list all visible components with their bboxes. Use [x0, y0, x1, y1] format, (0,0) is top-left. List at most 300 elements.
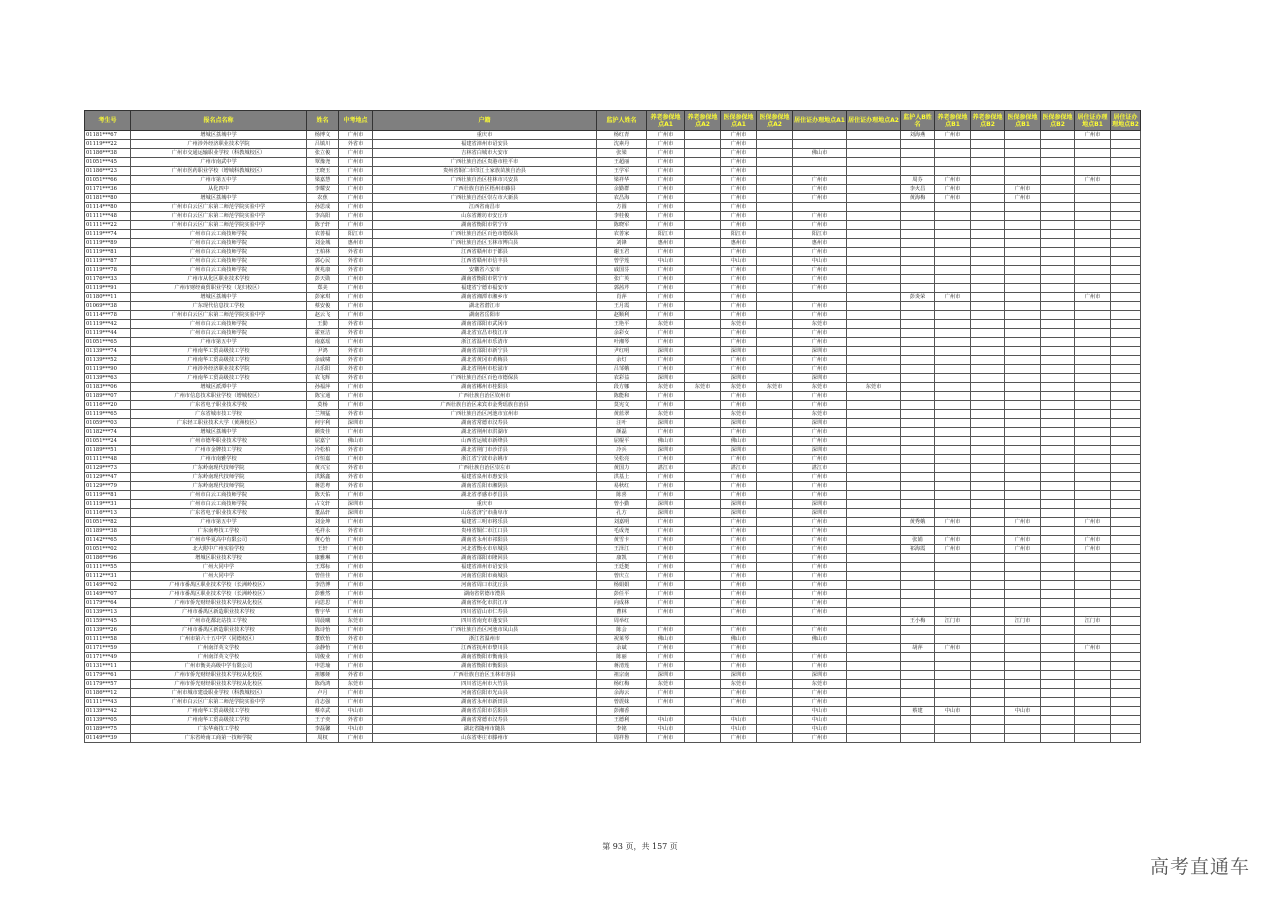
table-cell: 阳江市	[793, 230, 847, 239]
column-header: 医保参保地点B1	[1005, 111, 1041, 131]
table-cell: 广州市	[935, 536, 971, 545]
table-cell	[901, 635, 935, 644]
table-cell: 广州市	[793, 581, 847, 590]
table-cell: 广州市	[647, 563, 685, 572]
table-cell: 01189***51	[85, 446, 131, 455]
table-row	[85, 446, 1141, 455]
table-cell	[935, 464, 971, 473]
table-cell: 湖南省岳阳市	[373, 311, 597, 320]
table-cell: 广州市	[793, 689, 847, 698]
table-cell: 重庆市	[373, 500, 597, 509]
table-cell	[935, 554, 971, 563]
table-cell	[1041, 509, 1075, 518]
table-cell: 王廷挺	[597, 563, 647, 572]
table-row	[85, 689, 1141, 698]
table-cell: 安徽省六安市	[373, 266, 597, 275]
table-cell: 广州市	[721, 554, 757, 563]
table-cell	[847, 464, 901, 473]
table-row	[85, 545, 1141, 554]
table-row	[85, 230, 1141, 239]
table-cell	[1111, 698, 1141, 707]
table-cell	[685, 689, 721, 698]
table-row	[85, 356, 1141, 365]
table-cell	[685, 536, 721, 545]
table-cell	[935, 599, 971, 608]
table-cell: 广州市	[721, 527, 757, 536]
table-cell	[1005, 203, 1041, 212]
table-cell: 福建省三明市将乐县	[373, 518, 597, 527]
table-cell	[1111, 554, 1141, 563]
table-cell: 广州市	[647, 473, 685, 482]
table-cell: 外省市	[339, 635, 373, 644]
table-cell	[847, 446, 901, 455]
table-cell	[1041, 608, 1075, 617]
table-cell	[1005, 302, 1041, 311]
table-cell: 广东省电子职业技术学校	[131, 401, 307, 410]
table-cell	[757, 275, 793, 284]
table-cell: 广州市	[793, 176, 847, 185]
table-cell	[685, 680, 721, 689]
table-cell	[1111, 509, 1141, 518]
table-cell	[971, 338, 1005, 347]
table-cell: 广州市	[1005, 545, 1041, 554]
table-row	[85, 194, 1141, 203]
table-cell: 李铭	[597, 725, 647, 734]
table-cell	[1005, 725, 1041, 734]
table-cell: 农飞辉	[307, 374, 339, 383]
table-row	[85, 500, 1141, 509]
table-cell: 尹红明	[597, 347, 647, 356]
table-cell: 外省市	[339, 473, 373, 482]
table-cell: 冷松柏	[307, 446, 339, 455]
table-cell: 广州市	[793, 554, 847, 563]
table-cell	[1041, 599, 1075, 608]
table-cell: 东莞市	[647, 383, 685, 392]
table-cell: 01139***05	[85, 716, 131, 725]
table-cell	[1041, 500, 1075, 509]
table-cell: 增城区荔城中学	[131, 428, 307, 437]
table-cell	[901, 599, 935, 608]
table-cell: 01119***74	[85, 230, 131, 239]
table-cell: 广州市白云工商技师学院	[131, 230, 307, 239]
table-cell: 广州市	[793, 311, 847, 320]
table-cell: 广州市	[793, 428, 847, 437]
table-cell	[757, 329, 793, 338]
table-cell: 王晓玉	[307, 167, 339, 176]
table-cell: 陈能和	[597, 392, 647, 401]
table-cell	[847, 293, 901, 302]
table-cell: 广州市财经商贸职业学校（龙归校区）	[131, 284, 307, 293]
table-cell	[935, 446, 971, 455]
table-row	[85, 212, 1141, 221]
table-cell: 广州市	[647, 689, 685, 698]
table-cell: 东莞市	[721, 410, 757, 419]
table-cell	[971, 491, 1005, 500]
table-cell	[685, 176, 721, 185]
table-cell	[1075, 689, 1111, 698]
table-cell	[971, 545, 1005, 554]
table-row	[85, 554, 1141, 563]
table-cell	[901, 383, 935, 392]
table-cell: 王勤	[307, 320, 339, 329]
table-cell: 广州市	[793, 392, 847, 401]
table-cell	[1111, 572, 1141, 581]
table-cell	[935, 473, 971, 482]
table-cell	[901, 419, 935, 428]
table-cell: 叶湘琴	[597, 338, 647, 347]
table-cell: 深圳市	[793, 419, 847, 428]
table-cell	[1005, 698, 1041, 707]
table-cell: 广州市	[1075, 545, 1111, 554]
table-cell: 广州市	[793, 662, 847, 671]
table-cell: 湖北省黄冈市黄梅县	[373, 356, 597, 365]
table-cell: 广州市	[339, 491, 373, 500]
table-row	[85, 320, 1141, 329]
table-cell: 四川省达州市大竹县	[373, 680, 597, 689]
table-cell: 深圳市	[721, 374, 757, 383]
table-cell: 广州市	[793, 248, 847, 257]
table-cell	[847, 572, 901, 581]
table-cell: 梁祥华	[597, 176, 647, 185]
table-cell	[847, 176, 901, 185]
table-cell: 李耀安	[307, 185, 339, 194]
table-cell	[971, 680, 1005, 689]
table-cell: 尹鸿	[307, 347, 339, 356]
table-cell: 广州市	[721, 266, 757, 275]
table-cell: 广州市	[339, 536, 373, 545]
table-cell	[1041, 410, 1075, 419]
table-cell: 洪基上	[597, 473, 647, 482]
table-cell	[971, 203, 1005, 212]
table-cell	[971, 320, 1005, 329]
table-row	[85, 599, 1141, 608]
table-cell: 广州市	[721, 392, 757, 401]
table-cell	[847, 437, 901, 446]
table-row	[85, 644, 1141, 653]
table-cell: 王学军	[597, 167, 647, 176]
table-cell: 河南省信阳市商城县	[373, 572, 597, 581]
table-cell: 广州市侨光财经职业技术学校从化校区	[131, 680, 307, 689]
table-cell	[1111, 581, 1141, 590]
header-row	[85, 111, 1141, 131]
table-cell: 湖南省岳阳市湘阴县	[373, 482, 597, 491]
table-cell	[1111, 464, 1141, 473]
table-cell	[1005, 716, 1041, 725]
table-cell: 李磊馨	[307, 725, 339, 734]
table-cell	[757, 635, 793, 644]
table-cell	[757, 221, 793, 230]
table-cell	[847, 599, 901, 608]
table-cell: 广州市	[647, 482, 685, 491]
table-cell: 山西省运城市新绛县	[373, 437, 597, 446]
table-cell: 广州市	[339, 599, 373, 608]
table-cell: 蒋清莲	[597, 662, 647, 671]
table-cell	[1005, 581, 1041, 590]
table-cell: 申思瑜	[307, 662, 339, 671]
table-cell: 江门市	[1075, 617, 1111, 626]
table-cell	[1075, 167, 1111, 176]
table-cell: 增城区荔城中学	[131, 131, 307, 140]
column-header: 养老参保地点A1	[647, 111, 685, 131]
table-cell	[971, 482, 1005, 491]
table-cell: 浙江省宁波市余姚市	[373, 455, 597, 464]
table-cell	[1075, 302, 1111, 311]
table-cell: 广东现代信息技工学校	[131, 302, 307, 311]
table-cell: 佛山市	[647, 635, 685, 644]
table-cell	[971, 311, 1005, 320]
table-cell: 广州市	[647, 608, 685, 617]
table-cell	[935, 266, 971, 275]
table-row	[85, 419, 1141, 428]
table-cell	[847, 653, 901, 662]
table-cell	[1111, 248, 1141, 257]
table-cell	[1005, 401, 1041, 410]
table-cell: 广州市德华职业技术学校	[131, 437, 307, 446]
table-cell	[1111, 716, 1141, 725]
table-cell: 广州市	[721, 131, 757, 140]
table-row	[85, 239, 1141, 248]
table-cell: 广州市	[1005, 518, 1041, 527]
table-cell	[847, 635, 901, 644]
table-cell	[685, 365, 721, 374]
table-cell	[971, 500, 1005, 509]
table-cell: 广州市	[721, 662, 757, 671]
table-cell	[971, 248, 1005, 257]
table-cell: 周举红	[597, 617, 647, 626]
table-cell	[1041, 464, 1075, 473]
table-cell: 段方娜	[597, 383, 647, 392]
table-cell: 中山市	[339, 707, 373, 716]
table-cell	[1005, 689, 1041, 698]
table-cell: 四川省南充市蓬安县	[373, 617, 597, 626]
table-cell: 深圳市	[793, 374, 847, 383]
table-cell	[1041, 644, 1075, 653]
table-cell: 01129***79	[85, 482, 131, 491]
table-cell	[971, 158, 1005, 167]
table-cell	[1041, 185, 1075, 194]
table-cell	[901, 572, 935, 581]
table-cell: 广州市番禺区新造职业技术学校	[131, 608, 307, 617]
table-cell	[1041, 446, 1075, 455]
table-cell	[685, 725, 721, 734]
table-cell: 广州市	[647, 140, 685, 149]
table-cell	[847, 608, 901, 617]
table-cell: 01119***89	[85, 239, 131, 248]
table-cell	[685, 338, 721, 347]
table-cell	[1041, 545, 1075, 554]
table-cell	[901, 428, 935, 437]
table-cell	[935, 248, 971, 257]
table-cell	[901, 464, 935, 473]
table-cell: 广西壮族自治区崇左市大新县	[373, 194, 597, 203]
table-cell	[1075, 509, 1111, 518]
table-cell: 王小梅	[901, 617, 935, 626]
table-cell	[1041, 239, 1075, 248]
table-cell	[847, 275, 901, 284]
table-cell	[757, 626, 793, 635]
table-cell	[847, 347, 901, 356]
table-cell	[971, 509, 1005, 518]
table-cell	[1005, 410, 1041, 419]
table-cell	[1041, 716, 1075, 725]
table-cell: 湖南省衡阳市常宁市	[373, 221, 597, 230]
table-cell: 阳江市	[721, 230, 757, 239]
table-cell: 广州市	[793, 572, 847, 581]
table-cell	[757, 392, 793, 401]
table-cell: 01189***38	[85, 527, 131, 536]
table-cell	[757, 581, 793, 590]
table-cell	[935, 608, 971, 617]
table-cell	[971, 698, 1005, 707]
table-row	[85, 284, 1141, 293]
table-cell: 深圳市	[721, 671, 757, 680]
table-cell: 01051***45	[85, 158, 131, 167]
table-cell	[935, 563, 971, 572]
table-cell	[1075, 365, 1111, 374]
table-cell: 广州市	[339, 194, 373, 203]
table-cell: 外省市	[339, 365, 373, 374]
table-cell: 广州市	[339, 698, 373, 707]
table-cell: 01051***65	[85, 338, 131, 347]
table-cell	[1111, 671, 1141, 680]
table-cell: 广州大同中学	[131, 572, 307, 581]
table-cell	[971, 635, 1005, 644]
table-cell: 贵州省铜仁市江口县	[373, 527, 597, 536]
table-cell: 广州市	[793, 599, 847, 608]
data-sheet	[84, 110, 1140, 743]
table-cell: 广州涉外经济职业技术学院	[131, 365, 307, 374]
table-cell: 广州市	[793, 437, 847, 446]
table-cell	[1111, 599, 1141, 608]
table-cell	[793, 293, 847, 302]
table-cell: 佛山市	[793, 635, 847, 644]
table-cell: 王郑标	[307, 563, 339, 572]
table-row	[85, 464, 1141, 473]
table-cell: 彭湘香	[597, 707, 647, 716]
table-cell	[1005, 230, 1041, 239]
table-cell	[935, 275, 971, 284]
table-cell	[971, 221, 1005, 230]
table-row	[85, 347, 1141, 356]
table-cell: 广州市白云工商技师学院	[131, 491, 307, 500]
table-cell	[901, 140, 935, 149]
table-cell	[1041, 158, 1075, 167]
table-cell	[1041, 707, 1075, 716]
table-cell: 广州市	[721, 518, 757, 527]
table-cell: 01051***24	[85, 437, 131, 446]
table-cell	[935, 167, 971, 176]
table-cell: 湖南省永州市新田县	[373, 698, 597, 707]
table-cell: 广州市	[1075, 176, 1111, 185]
table-cell	[847, 185, 901, 194]
table-cell: 广州市	[793, 284, 847, 293]
table-row	[85, 131, 1141, 140]
table-cell	[935, 437, 971, 446]
table-cell: 佛山市	[721, 635, 757, 644]
column-header: 姓名	[307, 111, 339, 131]
table-cell	[1005, 446, 1041, 455]
table-cell	[847, 554, 901, 563]
table-cell: 广州市	[1075, 293, 1111, 302]
table-cell	[935, 680, 971, 689]
table-cell	[1005, 176, 1041, 185]
table-cell	[901, 365, 935, 374]
table-cell: 01131***11	[85, 662, 131, 671]
table-cell: 01114***78	[85, 311, 131, 320]
table-cell	[847, 158, 901, 167]
table-cell	[757, 257, 793, 266]
table-cell	[1111, 734, 1141, 743]
table-row	[85, 428, 1141, 437]
table-cell	[647, 617, 685, 626]
table-cell	[971, 518, 1005, 527]
table-cell	[971, 293, 1005, 302]
table-cell: 广州市	[793, 302, 847, 311]
table-cell: 广州市	[647, 653, 685, 662]
table-cell	[847, 563, 901, 572]
table-cell: 外省市	[339, 248, 373, 257]
table-cell	[971, 230, 1005, 239]
table-cell	[1041, 473, 1075, 482]
table-cell: 陈宝通	[307, 392, 339, 401]
table-cell	[1005, 284, 1041, 293]
table-cell: 中山市	[1005, 707, 1041, 716]
table-cell: 广州市	[721, 203, 757, 212]
table-cell	[757, 356, 793, 365]
table-cell	[721, 617, 757, 626]
table-cell: 广州市	[647, 455, 685, 464]
table-cell: 广州市	[339, 590, 373, 599]
table-cell	[1075, 410, 1111, 419]
table-cell	[685, 131, 721, 140]
table-cell: 广州市	[339, 653, 373, 662]
table-cell	[757, 365, 793, 374]
table-row	[85, 455, 1141, 464]
table-cell: 广州市	[721, 608, 757, 617]
table-cell	[1041, 302, 1075, 311]
table-cell	[1111, 401, 1141, 410]
table-cell	[1111, 365, 1141, 374]
table-cell: 广州市	[935, 644, 971, 653]
table-cell	[685, 500, 721, 509]
table-cell	[935, 653, 971, 662]
table-cell	[757, 716, 793, 725]
table-cell	[1041, 329, 1075, 338]
table-cell	[1111, 455, 1141, 464]
table-cell	[901, 680, 935, 689]
table-cell	[1111, 140, 1141, 149]
table-row	[85, 203, 1141, 212]
table-cell	[971, 347, 1005, 356]
table-cell	[847, 365, 901, 374]
table-cell	[757, 572, 793, 581]
table-cell	[1111, 536, 1141, 545]
table-cell: 广州市	[647, 284, 685, 293]
table-row	[85, 698, 1141, 707]
table-cell: 01159***45	[85, 617, 131, 626]
table-cell: 孙思成	[307, 203, 339, 212]
table-cell: 曾佳佳	[307, 572, 339, 581]
table-cell	[793, 203, 847, 212]
table-cell	[685, 482, 721, 491]
table-cell: 01111***48	[85, 212, 131, 221]
table-row	[85, 410, 1141, 419]
table-cell: 广州市	[647, 311, 685, 320]
table-cell	[901, 374, 935, 383]
table-cell: 广州市	[721, 149, 757, 158]
table-cell: 广州市	[793, 455, 847, 464]
table-cell	[757, 554, 793, 563]
